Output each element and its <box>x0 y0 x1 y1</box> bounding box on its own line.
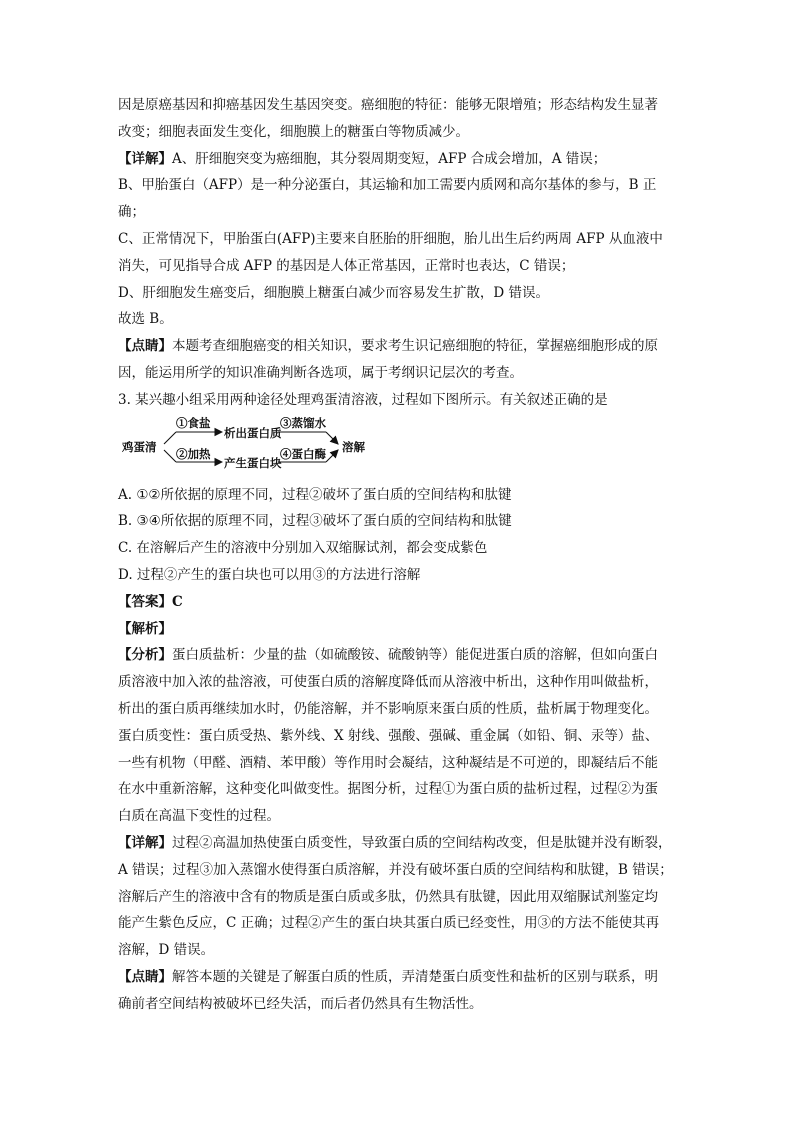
detail-line <box>118 830 678 857</box>
text-line: 在水中重新溶解，这种变化叫做变性。据图分析，过程①为蛋白质的盐析过程，过程②为蛋 <box>118 781 658 798</box>
detail-text: 过程②高温加热使蛋白质变性，导致蛋白质的空间结构改变，但是肽键并没有断裂， <box>172 834 672 851</box>
option-b: B. ③④所依据的原理不同，过程③破坏了蛋白质的空间结构和肽键 <box>118 513 512 530</box>
text-line: 确； <box>118 204 145 221</box>
text-line: 因，能运用所学的知识准确判断各选项，属于考纲识记层次的考查。 <box>118 364 523 381</box>
detail-tag: 【详解】 <box>118 834 172 851</box>
comment-text: 本题考查细胞癌变的相关知识，要求考生识记癌细胞的特征，掌握癌细胞形成的原 <box>172 338 658 355</box>
text-line: 确前者空间结构被破坏已经失活，而后者仍然具有生物活性。 <box>118 995 483 1012</box>
text-line: 因是原癌基因和抑癌基因发生基因突变。癌细胞的特征：能够无限增殖；形态结构发生显著 <box>118 97 658 113</box>
text-line: 蛋白质变性：蛋白质受热、紫外线、X 射线、强酸、强碱、重金属（如铅、铜、汞等）盐、 <box>118 727 659 744</box>
answer-line: 【答案】C <box>118 593 183 610</box>
comment-line <box>118 964 678 991</box>
text-line: A 错误；过程③加入蒸馏水使得蛋白质溶解，并没有破坏蛋白质的空间结构和肽键，B 错误； <box>118 861 673 878</box>
process-diagram <box>118 416 478 478</box>
question-stem: 3. 某兴趣小组采用两种途径处理鸡蛋清溶液，过程如下图所示。有关叙述正确的是 <box>118 391 608 408</box>
diagram-step-3: ③蒸馏水 <box>280 415 326 430</box>
text-line: 能产生紫色反应，C 正确；过程②产生的蛋白块其蛋白质已经变性，用③的方法不能使其再 <box>118 915 660 932</box>
text-line: 改变；细胞表面发生变化，细胞膜上的糖蛋白等物质减少。 <box>118 123 469 140</box>
analysis-heading: 【解析】 <box>118 620 172 637</box>
text-line: B、甲胎蛋白（AFP）是一种分泌蛋白，其运输和加工需要内质网和高尔基体的参与，B 正 <box>118 177 657 194</box>
diagram-step-2: ②加热 <box>176 446 211 461</box>
text-line: 质溶液中加入浓的盐溶液，可使蛋白质的溶解度降低而从溶液中析出，这种作用叫做盐析， <box>118 674 658 691</box>
comment-tag: 【点睛】 <box>118 968 172 985</box>
analysis-tag: 【分析】 <box>118 647 172 664</box>
text-line: 故选 B。 <box>118 311 173 328</box>
comment-tag: 【点睛】 <box>118 338 172 355</box>
diagram-result-2: 产生蛋白块 <box>224 455 282 470</box>
diagram-start: 鸡蛋清 <box>122 439 157 454</box>
text-line: D、肝细胞发生癌变后，细胞膜上糖蛋白减少而容易发生扩散，D 错误。 <box>118 284 549 301</box>
text-line: 消失，可见指导合成 AFP 的基因是人体正常基因，正常时也表达，C 错误； <box>118 257 575 274</box>
comment-line <box>118 333 678 360</box>
diagram-result-1: 析出蛋白质 <box>224 425 282 440</box>
diagram-step-4: ④蛋白酶 <box>280 446 326 461</box>
text-line: 溶解后产生的溶液中含有的物质是蛋白质或多肽，仍然具有肽键，因此用双缩脲试剂鉴定均 <box>118 888 658 905</box>
detail-tag: 【详解】 <box>118 150 172 167</box>
text-line: 溶解，D 错误。 <box>118 942 215 959</box>
analysis-line <box>118 642 678 669</box>
detail-line <box>118 146 678 173</box>
diagram-end: 溶解 <box>342 439 365 454</box>
option-a: A. ①②所依据的原理不同，过程②破坏了蛋白质的空间结构和肽键 <box>118 486 512 503</box>
option-d: D. 过程②产生的蛋白块也可以用③的方法进行溶解 <box>118 566 421 583</box>
comment-text: 解答本题的关键是了解蛋白质的性质，弄清楚蛋白质变性和盐析的区别与联系，明 <box>172 968 658 985</box>
option-c: C. 在溶解后产生的溶液中分别加入双缩脲试剂，都会变成紫色 <box>118 540 488 557</box>
text-line: 一些有机物（甲醛、酒精、苯甲酸）等作用时会凝结，这种凝结是不可逆的，即凝结后不能 <box>118 754 658 771</box>
text-line: C、正常情况下，甲胎蛋白(AFP)主要来自胚胎的肝细胞，胎儿出生后约两周 AFP 从血液中 <box>118 230 663 247</box>
text-line: 白质在高温下变性的过程。 <box>118 808 280 825</box>
text-line: 析出的蛋白质再继续加水时，仍能溶解，并不影响原来蛋白质的性质，盐析属于物理变化。 <box>118 700 658 717</box>
analysis-text: 蛋白质盐析：少量的盐（如硫酸铵、硫酸钠等）能促进蛋白质的溶解，但如向蛋白 <box>172 647 658 664</box>
detail-text: A、肝细胞突变为癌细胞，其分裂周期变短，AFP 合成会增加，A 错误； <box>172 150 607 167</box>
document-page <box>118 92 678 1018</box>
diagram-step-1: ①食盐 <box>176 415 211 430</box>
